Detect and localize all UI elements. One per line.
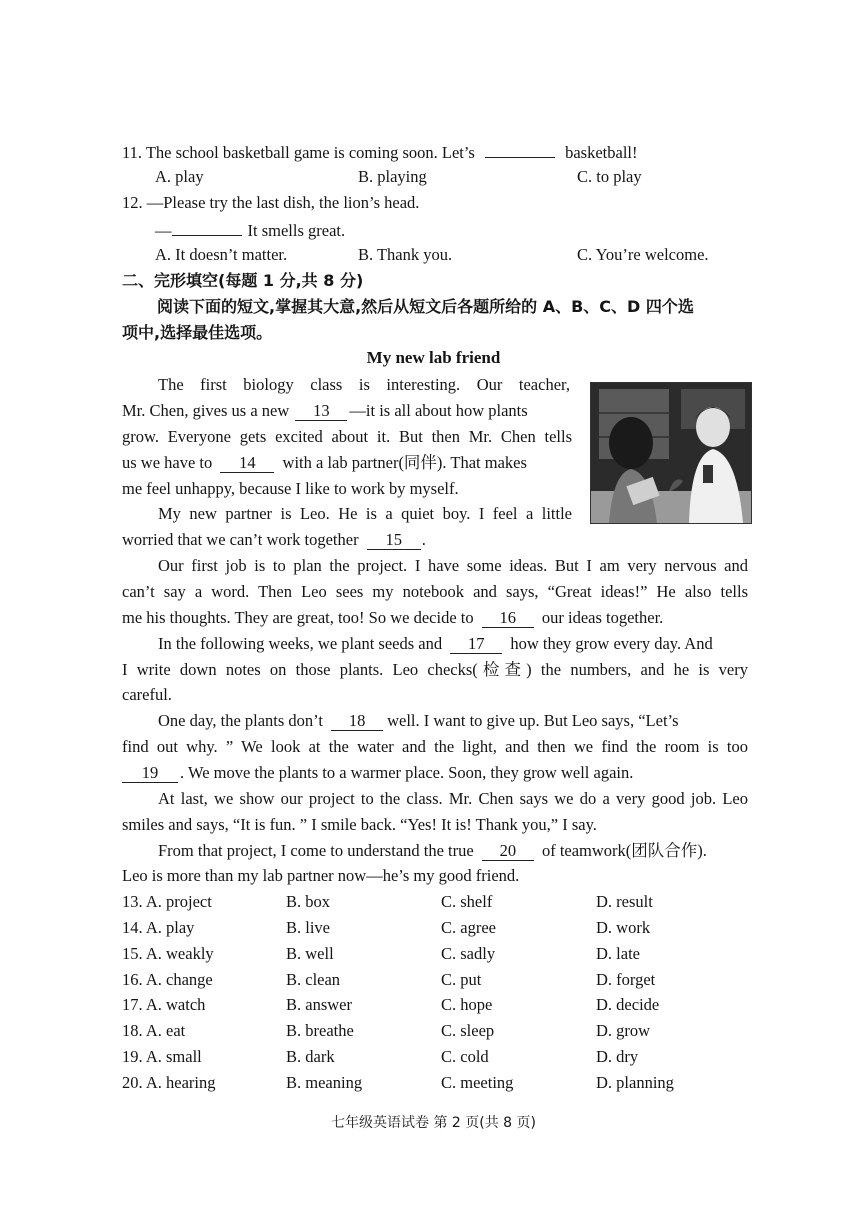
blank-19: 19 <box>122 764 178 783</box>
q11-stem-end: basketball! <box>565 143 638 162</box>
q11-option-a: A. play <box>155 167 204 186</box>
passage-line-5: me feel unhappy, because I like to work by myself. <box>122 479 459 498</box>
choice-19-d: D. dry <box>596 1047 639 1066</box>
blank-13: 13 <box>295 402 347 421</box>
blank-16: 16 <box>482 609 534 628</box>
passage-text: with a lab partner(同伴). That makes <box>282 453 527 472</box>
section-instruction-line1: 阅读下面的短文,掌握其大意,然后从短文后各题所给的 A、B、C、D 四个选 <box>157 297 694 316</box>
blank-14: 14 <box>220 454 274 473</box>
choice-15-a: 15. A. weakly <box>122 944 214 963</box>
choice-14-a: 14. A. play <box>122 918 195 937</box>
blank-18: 18 <box>331 712 383 731</box>
choice-20-d: D. planning <box>596 1073 674 1092</box>
choice-18-b: B. breathe <box>286 1021 354 1040</box>
passage-line-11 <box>158 633 713 655</box>
passage-title: My new lab friend <box>366 348 501 367</box>
page-footer: 七年级英语试卷 第 2 页(共 8 页) <box>331 1115 536 1131</box>
passage-line-6: My new partner is Leo. He is a quiet boy. I feel a little <box>158 504 572 523</box>
choice-20-a: 20. A. hearing <box>122 1073 216 1092</box>
blank-15: 15 <box>367 531 421 550</box>
choice-13-b: B. box <box>286 892 331 911</box>
q11-answer-blank <box>485 140 555 158</box>
choice-13-d: D. result <box>596 892 653 911</box>
passage-line-12: I write down notes on those plants. Leo checks(检查) the numbers, and he is very <box>122 660 748 679</box>
choice-16-a: 16. A. change <box>122 970 213 989</box>
passage-text: From that project, I come to understand the true <box>158 841 474 860</box>
passage-line-10 <box>122 607 663 629</box>
passage-text: me his thoughts. They are great, too! So we decide to <box>122 608 474 627</box>
q12-answer-blank <box>172 218 242 236</box>
choice-17-c: C. hope <box>441 995 493 1014</box>
choice-14-b: B. live <box>286 918 330 937</box>
choice-13-a: 13. A. project <box>122 892 212 911</box>
passage-text: In the following weeks, we plant seeds and <box>158 634 443 653</box>
passage-text: of teamwork(团队合作). <box>541 841 707 860</box>
q12-reply-text: It smells great. <box>247 221 346 240</box>
passage-line-8: Our first job is to plan the project. I have some ideas. But I am very nervous and <box>158 556 748 575</box>
q12-option-b: B. Thank you. <box>358 245 453 264</box>
passage-text: how they grow every day. And <box>510 634 713 653</box>
choice-17-b: B. answer <box>286 995 352 1014</box>
passage-text: us we have to <box>122 453 213 472</box>
choice-14-d: D. work <box>596 918 651 937</box>
passage-line-7 <box>122 529 426 551</box>
section-heading: 二、完形填空(每题 1 分,共 8 分) <box>122 271 364 290</box>
choice-16-b: B. clean <box>286 970 341 989</box>
passage-line-2 <box>122 400 528 422</box>
passage-line-3: grow. Everyone gets excited about it. But then Mr. Chen tells <box>122 427 572 446</box>
choice-17-a: 17. A. watch <box>122 995 206 1014</box>
choice-20-b: B. meaning <box>286 1073 363 1092</box>
section-instruction-line2: 项中,选择最佳选项。 <box>122 323 273 342</box>
passage-text: One day, the plants don’t <box>158 711 323 730</box>
passage-line-18: smiles and says, “It is fun. ” I smile back. “Yes! It is! Thank you,” I say. <box>122 815 597 834</box>
q11-stem-start: 11. The school basketball game is coming soon. Let’s <box>122 143 475 162</box>
q12-option-c: C. You’re welcome. <box>577 245 709 264</box>
passage-line-20: Leo is more than my lab partner now—he’s my good friend. <box>122 866 520 885</box>
q11-option-b: B. playing <box>358 167 427 186</box>
passage-text: . <box>421 530 426 549</box>
choice-18-d: D. grow <box>596 1021 651 1040</box>
passage-line-13: careful. <box>122 685 172 704</box>
choice-19-c: C. cold <box>441 1047 489 1066</box>
choice-15-c: C. sadly <box>441 944 496 963</box>
choice-19-a: 19. A. small <box>122 1047 202 1066</box>
question-12-stem: 12. —Please try the last dish, the lion’s head. <box>122 193 420 212</box>
q12-dash: — <box>155 221 172 240</box>
passage-line-15: find out why. ” We look at the water and the light, and then we find the room is too <box>122 737 748 756</box>
choice-19-b: B. dark <box>286 1047 335 1066</box>
choice-17-d: D. decide <box>596 995 660 1014</box>
question-11-stem <box>122 140 638 164</box>
passage-line-19 <box>158 840 707 862</box>
passage-line-9: can’t say a word. Then Leo sees my notebook and says, “Great ideas!” He also tells <box>122 582 748 601</box>
choice-20-c: C. meeting <box>441 1073 514 1092</box>
blank-20: 20 <box>482 842 534 861</box>
passage-text: well. I want to give up. But Leo says, “Let’s <box>387 711 679 730</box>
q12-option-a: A. It doesn’t matter. <box>155 245 288 264</box>
passage-line-16 <box>122 762 633 784</box>
passage-text: —it is all about how plants <box>349 401 528 420</box>
choice-16-d: D. forget <box>596 970 656 989</box>
q11-option-c: C. to play <box>577 167 642 186</box>
passage-line-4 <box>122 452 527 474</box>
choice-14-c: C. agree <box>441 918 496 937</box>
passage-text: worried that we can’t work together <box>122 530 359 549</box>
blank-17: 17 <box>450 635 502 654</box>
choice-13-c: C. shelf <box>441 892 493 911</box>
passage-text: Mr. Chen, gives us a new <box>122 401 290 420</box>
choice-16-c: C. put <box>441 970 482 989</box>
passage-line-1: The first biology class is interesting. Our teacher, <box>158 375 570 394</box>
choice-18-a: 18. A. eat <box>122 1021 186 1040</box>
q12-reply-line <box>155 218 345 242</box>
choice-18-c: C. sleep <box>441 1021 495 1040</box>
passage-line-17: At last, we show our project to the class. Mr. Chen says we do a very good job. Leo <box>158 789 748 808</box>
choice-15-d: D. late <box>596 944 640 963</box>
choice-15-b: B. well <box>286 944 334 963</box>
passage-line-14 <box>158 710 679 732</box>
lab-partners-illustration <box>590 382 752 524</box>
passage-text: our ideas together. <box>541 608 664 627</box>
passage-text: . We move the plants to a warmer place. Soon, they grow well again. <box>180 763 634 782</box>
